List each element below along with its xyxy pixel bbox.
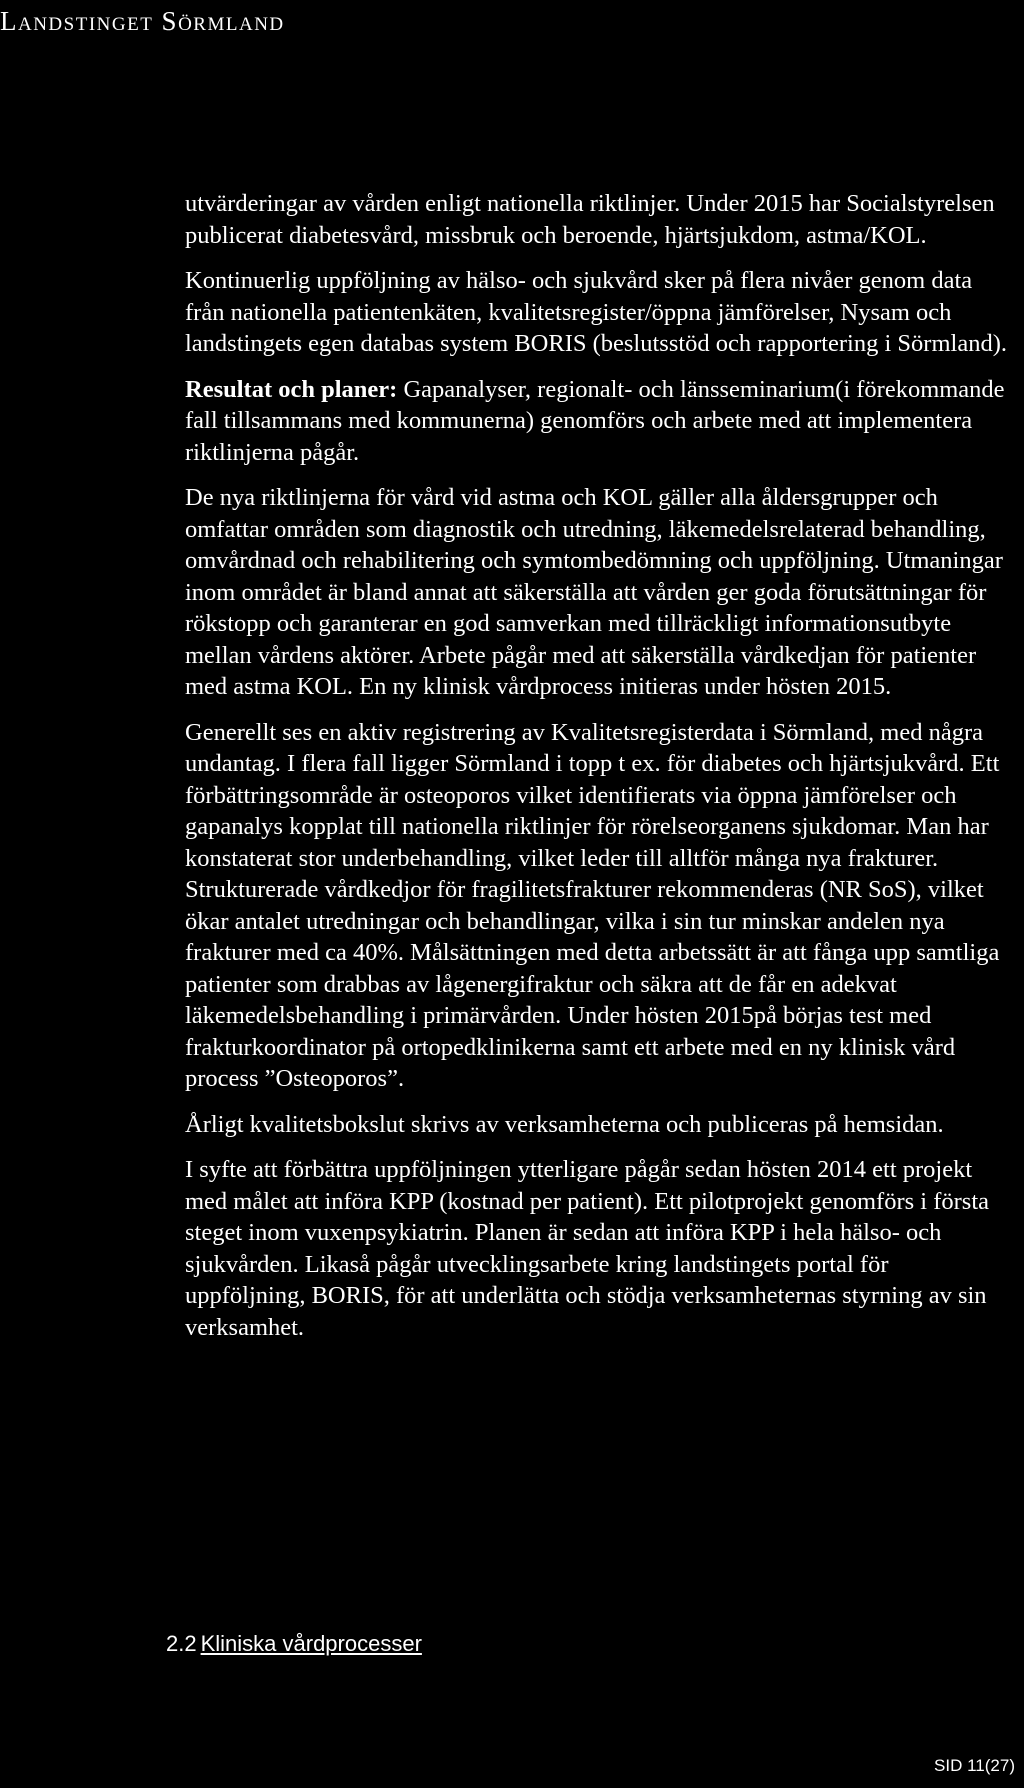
section-title: Kliniska vårdprocesser [200, 1631, 422, 1656]
paragraph-annual-report: Årligt kvalitetsbokslut skrivs av verksamheterna och publiceras på hemsidan. [185, 1110, 944, 1138]
section-number: 2.2 [166, 1631, 197, 1656]
paragraph-continuous-followup: Kontinuerlig uppföljning av hälso- och sjukvård sker på flera nivåer genom data från nationella patientenkäten, kvalitetsregister/öppna jämförelser, Nysam och landstingets egen databas system BORIS (beslutsstöd och rapportering i Sörmland). [185, 267, 1007, 357]
paragraph-lead-label: Resultat och planer: [185, 375, 398, 403]
page-number: SID 11(27) [934, 1756, 1015, 1775]
paragraph-asthma-copd: De nya riktlinjerna för vård vid astma och KOL gäller alla åldersgrupper och omfattar områden som diagnostik och utredning, läkemedelsrelaterad behandling, omvårdnad och rehabilitering och symtombedömning och uppföljning. Utmaningar inom området är bland annat att säkerställa att vården ger goda förutsättningar för rökstopp och garanterar en god samverkan med tillräckligt informationsutbyte mellan vårdens aktörer. Arbete pågår med att säkerställa vårdkedjan för patienter med astma KOL. En ny klinisk vårdprocess initieras under hösten 2015. [185, 484, 1003, 700]
page-header [0, 6, 285, 37]
paragraph-guidelines-evaluation: utvärderingar av vården enligt nationella riktlinjer. Under 2015 har Socialstyrelsen publicerat diabetesvård, missbruk och beroende, hjärtsjukdom, astma/KOL. [185, 190, 995, 249]
organization-name: Landstinget Sörmland [0, 6, 285, 36]
paragraph-results-text: Gapanalyser, regionalt- och länsseminarium(i förekommande fall tillsammans med kommunerna) genomförs och arbete med att implementera riktlinjerna pågår. [185, 375, 1005, 466]
paragraph-results-and-plans [185, 374, 1007, 469]
body-text [185, 188, 1007, 1357]
section-heading [166, 1631, 422, 1657]
paragraph-quality-registry: Generellt ses en aktiv registrering av Kvalitetsregisterdata i Sörmland, med några undantag. I flera fall ligger Sörmland i topp t ex. för diabetes och hjärtsjukvård. Ett förbättringsområde är osteoporos vilket identifierats via öppna jämförelser och gapanalys kopplat till nationella riktlinjer för rörelseorganens sjukdomar. Man har konstaterat stor underbehandling, vilket leder till alltför många nya frakturer. Strukturerade vårdkedjor för fragilitetsfrakturer rekommenderas (NR SoS), vilket ökar antalet utredningar och behandlingar, vilka i sin tur minskar andelen nya frakturer med ca 40%. Målsättningen med detta arbetssätt är att fånga upp samtliga patienter som drabbas av lågenergifraktur och säkra att de får en adekvat läkemedelsbehandling i primärvården. Under hösten 2015på börjas test med frakturkoordinator på ortopedklinikerna samt ett arbete med en ny klinisk vård process ”Osteoporos”. [185, 718, 1000, 1092]
paragraph-kpp-project: I syfte att förbättra uppföljningen ytterligare pågår sedan hösten 2014 ett projekt med målet att införa KPP (kostnad per patient). Ett pilotprojekt genomförs i första steget inom vuxenpsykiatrin. Planen är sedan att införa KPP i hela hälso- och sjukvården. Likaså pågår utvecklingsarbete kring landstingets portal för uppföljning, BORIS, för att underlätta och stödja verksamheternas styrning av sin verksamhet. [185, 1156, 990, 1341]
